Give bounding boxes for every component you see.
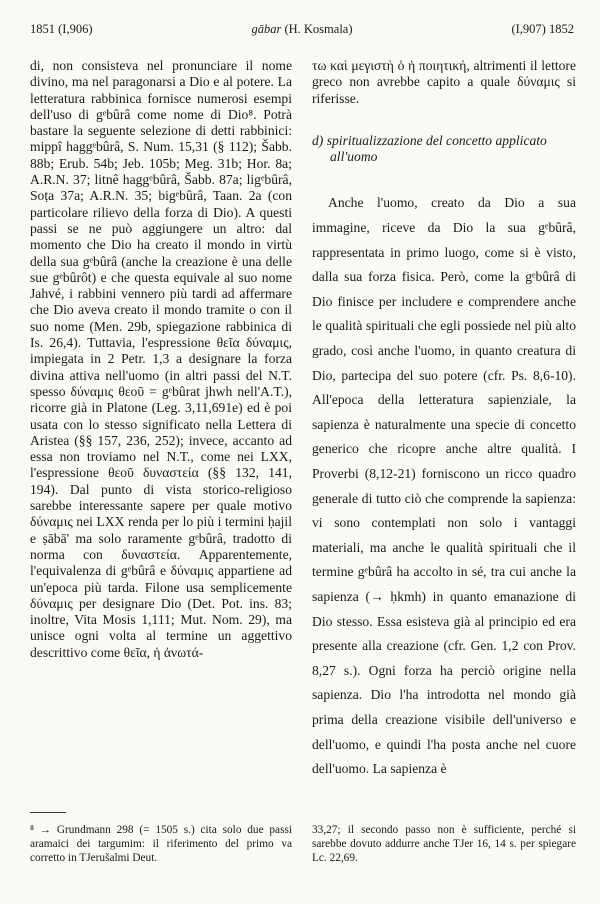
section-heading: d) spiritualizzazione del concetto applicato all'uomo xyxy=(312,132,547,165)
footnote-left: ⁸ → Grundmann 298 (= 1505 s.) cita solo due passi aramaici dei targumim: il riferimento del primo va corretto in TJerušalmi Deut. xyxy=(30,824,292,864)
footnote-right: 33,27; il secondo passo non è sufficiente, perché si sarebbe dovuto addurre anche TJer 16, 14 s. per spiegare Lc. 22,69. xyxy=(312,824,576,864)
running-header xyxy=(30,22,574,37)
left-column xyxy=(30,58,292,661)
header-title-word: gābar xyxy=(251,22,282,36)
header-left-page-number: 1851 (I,906) xyxy=(30,22,93,36)
right-column-top-text: τω καὶ μεγιστὴ ὁ ἡ ποιητική, altrimenti il lettore greco non avrebbe capito a quale δύναμις si riferisse. xyxy=(312,58,576,106)
footnote-rule xyxy=(30,812,66,813)
header-title xyxy=(251,22,352,37)
right-column-body-text: Anche l'uomo, creato da Dio a sua immagine, riceve da Dio la sua gᵉbûrâ, rappresentata in primo luogo, come si è visto, dalla sua forza fisica. Però, come la gᵉbûrâ di Dio finisce per includere e comprendere anche le qualità spirituali che egli possiede nel più alto grado, così anche l'uomo, in quanto creatura di Dio, partecipa del suo potere (cfr. Ps. 8,6-10). All'epoca della letteratura sapienziale, la sapienza è naturalmente una specie di concetto generico che ricopre anche altre qualità. I Proverbi (8,12-21) forniscono un ricco quadro generale di tutto ciò che comprende la sapienza: vi sono contemplati non solo i vantaggi materiali, ma anche le qualità spirituali che il termine gᵉbûrâ ha accolto in sé, tra cui anche la sapienza (→ ḥkmh) in quanto emanazione di Dio stesso. Essa esisteva già al principio ed era presente alla creazione (cfr. Gen. 1,2 con Prov. 8,27 s.). Ogni forza ha perciò origine nella sapienza. Dio l'ha introdotta nel mondo già prima della creazione visibile dell'universo e dell'uomo, e quindi l'ha posta anche nel cuore dell'uomo. La sapienza è xyxy=(312,195,576,777)
header-right-page-number: (I,907) 1852 xyxy=(511,22,574,36)
right-column xyxy=(312,58,576,782)
header-author: (H. Kosmala) xyxy=(281,22,353,36)
left-column-text: di, non consisteva nel pronunciare il nome divino, ma nel paragonarsi a Dio e al potere. La letteratura rabbinica fornisce numerosi esempi dell'uso di gᵉbûrâ come nome di Dio⁸. Potrà bastare la seguente selezione di detti rabbinici: mippî haggᵉbûrâ, S. Num. 15,31 (§ 112); Šabb. 88b; Erub. 54b; Jeb. 105b; Meg. 31b; Hor. 8a; A.R.N. 37; litnê haggᵉbûrâ, Šabb. 87a; ligᵉbûrâ, Soṭa 37a; A.R.N. 35; bigᵉbûrâ, Taan. 2a (con particolare rilievo della forza di Dio). A questi passi se ne può aggiungere un altro: dal momento che Dio ha creato il mondo in virtù della sua gᵉbûrâ (anche la creazione è una delle sue gᵉbûrôt) e che questa equivale al suo nome Jahvé, i rabbini vennero più tardi ad affermare che Dio aveva creato il mondo tramite o con il suo nome (Men. 29b, spiegazione rabbinica di Is. 26,4). Tuttavia, l'espressione θεῖα δύναμις, impiegata in 2 Petr. 1,3 a designare la forza divina attiva nell'uomo (in altri passi del N.T. spesso δύναμις θεοῦ = gᵉbûrat jhwh nell'A.T.), ricorre già in Platone (Leg. 3,11,691e) ed è poi usata con lo stesso significato nella Lettera di Aristea (§§ 157, 236, 252); invece, accanto ad essa non troviamo nel N.T., come nei LXX, l'espressione θεοῦ δυναστεία (§§ 132, 141, 194). Dal punto di vista storico-religioso sarebbe interessante sapere per quale motivo δύναμις nei LXX renda per lo più i termini ḥajil e ṣābā' ma solo raramente gᵉbûrâ, tradotto di norma con δυναστεία. Apparentemente, l'equivalenza di gᵉbûrâ e δύναμις appartiene ad un'epoca più tarda. Filone usa semplicemente δύναμις per designare Dio (Det. Pot. ins. 83; inoltre, Vita Mosis 1,111; Mut. Nom. 29), ma unisce ogni volta al termine un aggettivo descrittivo come θεῖα, ἡ ἀνωτά- xyxy=(30,58,292,660)
